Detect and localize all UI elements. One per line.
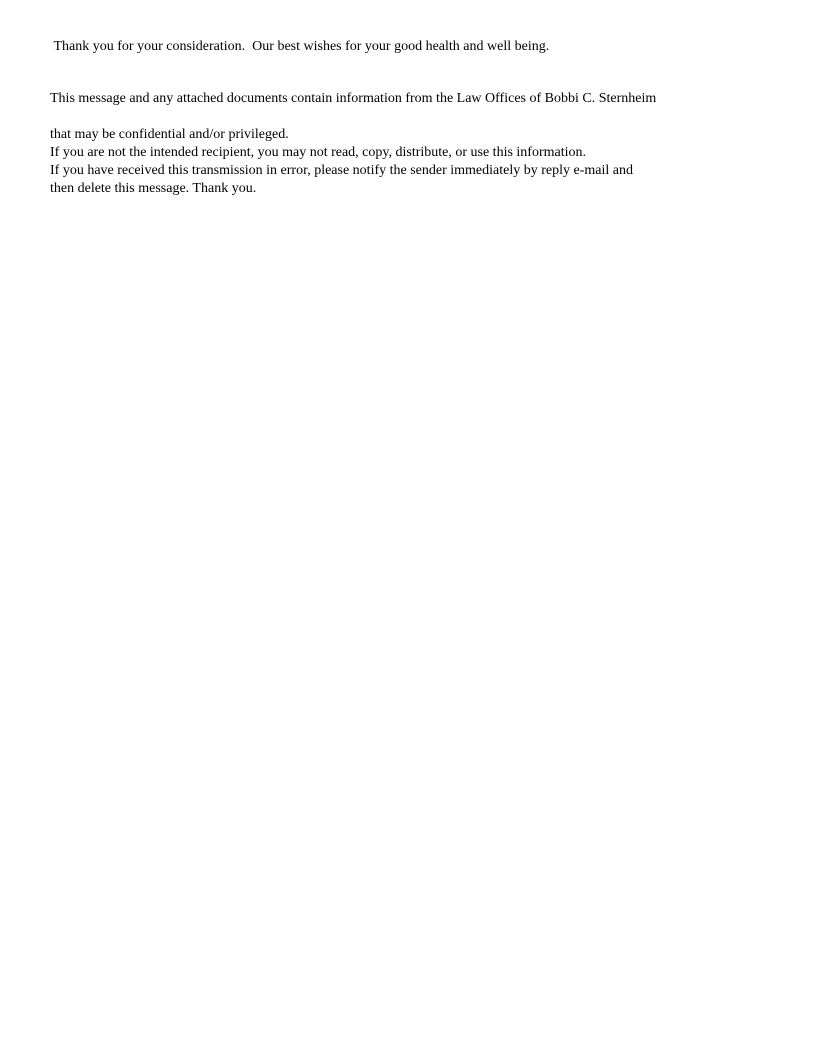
confidentiality-notice-line-4: If you have received this transmission in error, please notify the sender immediately by reply e-mail and (50, 163, 633, 178)
confidentiality-notice-line-3: If you are not the intended recipient, you may not read, copy, distribute, or use this information. (50, 145, 587, 160)
confidentiality-notice-line-5: then delete this message. Thank you. (50, 181, 257, 196)
confidentiality-notice-line-2: that may be confidential and/or privileged. (50, 127, 289, 142)
confidentiality-notice-line-1: This message and any attached documents contain information from the Law Offices of Bobbi C. Sternheim (50, 91, 657, 106)
closing-line: Thank you for your consideration. Our best wishes for your good health and well being. (50, 39, 550, 54)
